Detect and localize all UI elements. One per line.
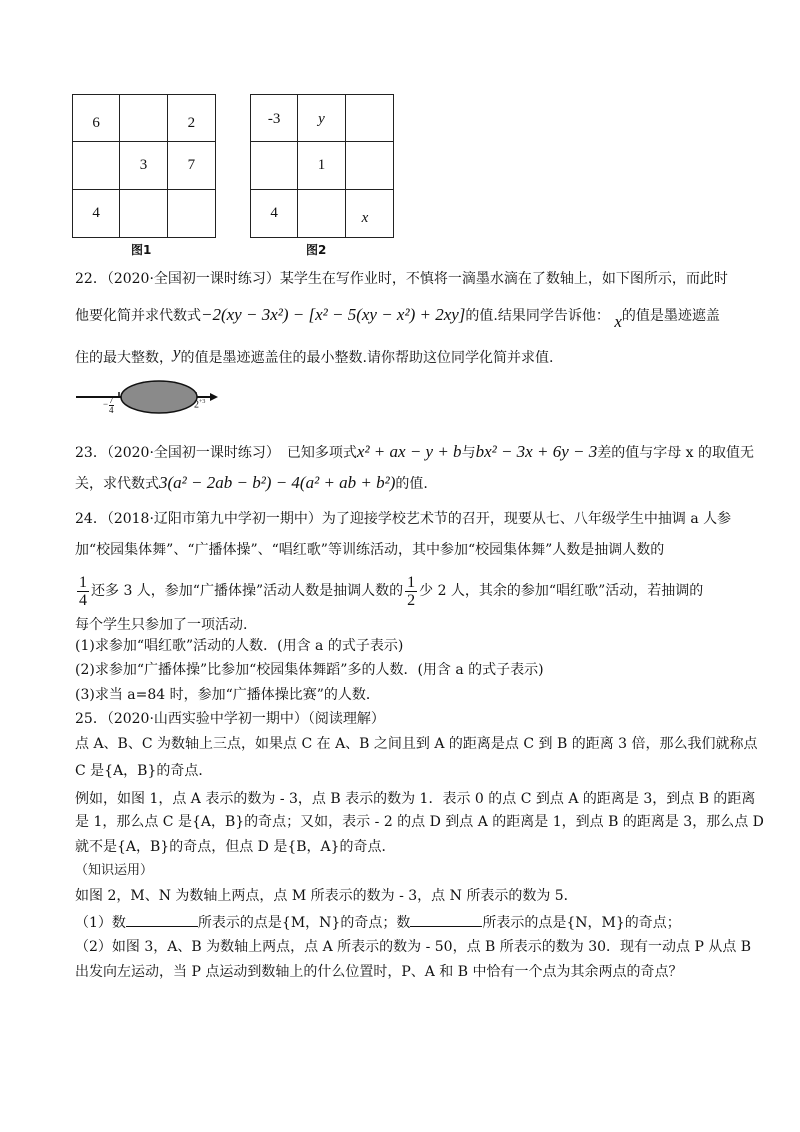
left-label-sign: − bbox=[103, 399, 109, 409]
q24-frac1-den: 4 bbox=[79, 591, 87, 609]
figure1-grid bbox=[72, 94, 216, 238]
q22-expression: −2(xy − 3x²) − [x² − 5(xy − x²) + 2xy] bbox=[201, 305, 466, 324]
q25-line11: 出发向左运动，当 P 点运动到数轴上的什么位置时，P、A 和 B 中恰有一个点为其余两点的奇点？ bbox=[75, 964, 683, 980]
q22-line2 bbox=[75, 305, 740, 331]
q24-line3 bbox=[75, 573, 740, 609]
left-label bbox=[103, 395, 114, 415]
q23-line2 bbox=[75, 473, 740, 494]
q25-line2: 点 A、B、C 为数轴上三点，如果点 C 在 A、B 之间且到 A 的距离是点 C 到 B 的距离 3 倍，那么我们就称点 bbox=[75, 736, 758, 752]
q24-frac2-num: 1 bbox=[407, 573, 416, 591]
figure2-cell bbox=[346, 95, 393, 142]
figure1-cell: 3 bbox=[120, 142, 167, 189]
q24-line1: 24．（2018·辽阳市第九中学初一期中）为了迎接学校艺术节的召开，现要从七、八年级学生中抽调 a 人参 bbox=[75, 511, 732, 527]
q25-line9 bbox=[75, 912, 740, 933]
q25-line9-b: 所表示的点是{M，N}的奇点；数 bbox=[197, 915, 411, 931]
figure2-cell: y bbox=[298, 95, 345, 142]
figure1-cell bbox=[73, 142, 120, 189]
q25-line5: 是 1，那么点 C 是{A，B}的奇点；又如，表示 - 2 的点 D 到点 A 的距离是 1，到点 B 的距离是 3，那么点 D bbox=[75, 814, 764, 830]
q25-line9-c: 所表示的点是{N，M}的奇点； bbox=[482, 915, 681, 931]
answer-blank-2[interactable] bbox=[410, 912, 482, 927]
figure2-cell: x bbox=[361, 209, 369, 226]
figure1-cell bbox=[120, 95, 167, 142]
q23-expression: 3(a² − 2ab − b²) − 4(a² + ab + b²) bbox=[159, 473, 396, 492]
figure2-cell: 1 bbox=[298, 142, 345, 189]
q23-line1 bbox=[75, 442, 755, 463]
figure2-cell bbox=[251, 142, 298, 189]
q24-sub3: (3)求当 a=84 时，参加“广播体操比赛”的人数． bbox=[75, 687, 380, 703]
q24-fraction-2 bbox=[405, 574, 417, 609]
q22-line2-pre: 他要化简并求代数式 bbox=[75, 308, 201, 324]
right-label-sup: +3 bbox=[199, 399, 206, 405]
q25-line7: （知识运用） bbox=[75, 863, 154, 878]
q22-line1: 22．（2020·全国初一课时练习）某学生在写作业时，不慎将一滴墨水滴在了数轴上，如下图所示，而此时 bbox=[75, 271, 728, 287]
q22-var-x: x bbox=[614, 312, 622, 331]
figure1-cell: 4 bbox=[73, 190, 120, 237]
q22-line3 bbox=[75, 343, 740, 368]
q22-line3-b: 的值是墨迹遮盖住的最小整数.请你帮助这位同学化简并求值. bbox=[180, 350, 554, 366]
figure2-cell bbox=[346, 142, 393, 189]
figure1-cell bbox=[120, 190, 167, 237]
q23-with: 与 bbox=[461, 445, 476, 461]
q25-line10: （2）如图 3，A、B 为数轴上两点，点 A 所表示的数为 - 50，点 B 所表示的数为 30．现有一动点 P 从点 B bbox=[75, 939, 752, 955]
figure2-cell: 4 bbox=[251, 190, 298, 237]
q23-line1-pre: 23．（2020·全国初一课时练习） 已知多项式 bbox=[75, 445, 357, 461]
q25-line9-a: （1）数 bbox=[75, 915, 126, 931]
q22-var-y: y bbox=[173, 343, 181, 362]
figure2-caption: 图2 bbox=[306, 243, 327, 257]
q24-frac2-den: 2 bbox=[407, 591, 416, 609]
figure2-grid bbox=[250, 94, 394, 238]
figure1-cell bbox=[168, 190, 215, 237]
q24-fraction-1 bbox=[77, 574, 89, 609]
q25-line4: 例如，如图 1，点 A 表示的数为 - 3，点 B 表示的数为 1．表示 0 的点 C 到点 A 的距离是 3，到点 B 的距离 bbox=[75, 791, 756, 807]
figure1-cell: 6 bbox=[73, 95, 120, 142]
q24-line3-b: 少 2 人，其余的参加“唱红歌”活动，若抽调的 bbox=[419, 583, 704, 599]
q25-line3: C 是{A，B}的奇点． bbox=[75, 763, 213, 779]
ink-blot bbox=[121, 381, 197, 413]
q24-line2: 加“校园集体舞”、“广播体操”、“唱红歌”等训练活动，其中参加“校园集体舞”人数是抽调人数的 bbox=[75, 542, 665, 558]
left-label-num: 7 bbox=[109, 395, 114, 405]
q22-line2-mid: 的值.结果同学告诉他： bbox=[465, 308, 610, 324]
q24-line3-a: 还多 3 人，参加“广播体操”活动人数是抽调人数的 bbox=[91, 583, 404, 599]
q23-poly1: x² + ax − y + b bbox=[356, 442, 462, 461]
number-line-arrow bbox=[210, 393, 218, 401]
q24-line4: 每个学生只参加了一项活动. bbox=[75, 617, 248, 633]
figure1-cell: 7 bbox=[168, 142, 215, 189]
left-label-den: 4 bbox=[109, 405, 114, 415]
q25-line1: 25．（2020·山西实验中学初一期中）（阅读理解） bbox=[75, 711, 385, 727]
figure1-cell: 2 bbox=[168, 95, 215, 142]
figure2-cell: -3 bbox=[251, 95, 298, 142]
q25-line8: 如图 2，M、N 为数轴上两点，点 M 所表示的数为 - 3，点 N 所表示的数为 5． bbox=[75, 888, 578, 904]
q22-line3-a: 住的最大整数， bbox=[75, 350, 173, 366]
q24-sub2: (2)求参加“广播体操”比参加“校园集体舞蹈”多的人数．(用含 a 的式子表示) bbox=[75, 662, 544, 678]
figure2-cell bbox=[298, 190, 345, 237]
q24-sub1: (1)求参加“唱红歌”活动的人数．(用含 a 的式子表示) bbox=[75, 638, 404, 654]
q23-line1-post: 差的值与字母 x 的取值无 bbox=[597, 445, 755, 461]
answer-blank-1[interactable] bbox=[126, 912, 198, 927]
right-label bbox=[194, 399, 205, 410]
q25-line6: 就不是{A，B}的奇点，但点 D 是{B，A}的奇点． bbox=[75, 839, 396, 855]
figure1-caption: 图1 bbox=[131, 243, 152, 257]
q24-frac1-num: 1 bbox=[79, 573, 87, 591]
right-label-base: 2 bbox=[194, 399, 199, 411]
q23-line2-post: 的值. bbox=[395, 476, 428, 492]
q23-poly2: bx² − 3x + 6y − 3 bbox=[475, 442, 598, 461]
q22-line2-post: 的值是墨迹遮盖 bbox=[621, 308, 720, 324]
q23-line2-pre: 关，求代数式 bbox=[75, 476, 159, 492]
